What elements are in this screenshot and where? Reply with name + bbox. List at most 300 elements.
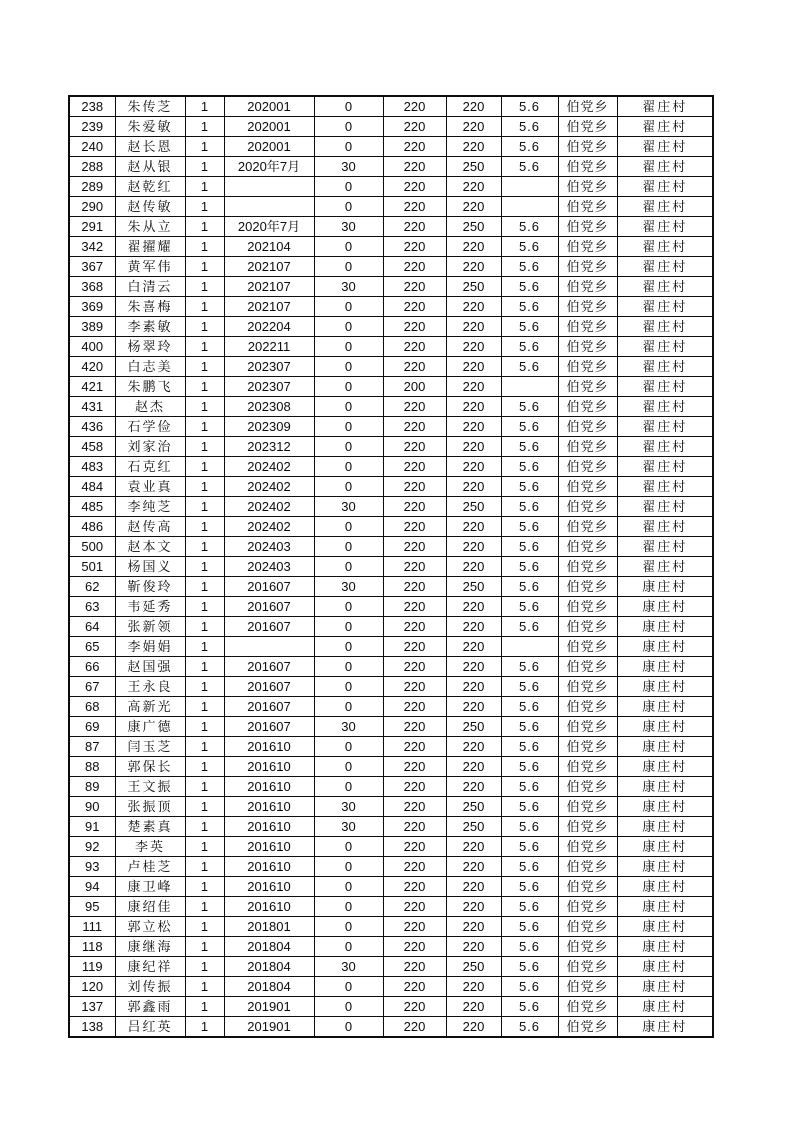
cell-count: 1 [185, 177, 224, 197]
cell-base: 220 [383, 597, 446, 617]
cell-total: 250 [446, 577, 501, 597]
cell-rate: 5.6 [501, 877, 558, 897]
cell-supplement: 0 [314, 997, 383, 1017]
cell-base: 220 [383, 917, 446, 937]
cell-count: 1 [185, 797, 224, 817]
cell-count: 1 [185, 877, 224, 897]
table-row [69, 837, 713, 857]
cell-supplement: 0 [314, 96, 383, 117]
cell-base: 220 [383, 577, 446, 597]
cell-date: 202403 [224, 537, 314, 557]
cell-total: 220 [446, 977, 501, 997]
cell-date: 202307 [224, 357, 314, 377]
cell-date: 202107 [224, 297, 314, 317]
cell-supplement: 0 [314, 317, 383, 337]
cell-township: 伯党乡 [558, 137, 617, 157]
cell-supplement: 0 [314, 937, 383, 957]
cell-rate: 5.6 [501, 657, 558, 677]
cell-serial: 420 [69, 357, 115, 377]
cell-date: 201610 [224, 737, 314, 757]
cell-supplement: 0 [314, 677, 383, 697]
cell-total: 220 [446, 837, 501, 857]
cell-total: 220 [446, 417, 501, 437]
cell-total: 220 [446, 677, 501, 697]
cell-village: 康庄村 [617, 877, 713, 897]
cell-count: 1 [185, 357, 224, 377]
cell-date: 201607 [224, 677, 314, 697]
cell-rate: 5.6 [501, 577, 558, 597]
cell-date: 202104 [224, 237, 314, 257]
cell-base: 220 [383, 977, 446, 997]
cell-name: 朱喜梅 [115, 297, 185, 317]
table-row [69, 277, 713, 297]
cell-supplement: 0 [314, 637, 383, 657]
cell-name: 杨翠玲 [115, 337, 185, 357]
cell-base: 220 [383, 257, 446, 277]
cell-base: 220 [383, 437, 446, 457]
cell-township: 伯党乡 [558, 577, 617, 597]
cell-township: 伯党乡 [558, 357, 617, 377]
cell-supplement: 0 [314, 417, 383, 437]
cell-village: 翟庄村 [617, 357, 713, 377]
cell-serial: 436 [69, 417, 115, 437]
cell-serial: 501 [69, 557, 115, 577]
cell-count: 1 [185, 317, 224, 337]
cell-village: 翟庄村 [617, 157, 713, 177]
table-row [69, 717, 713, 737]
table-row [69, 397, 713, 417]
cell-base: 220 [383, 757, 446, 777]
cell-township: 伯党乡 [558, 517, 617, 537]
cell-total: 250 [446, 817, 501, 837]
cell-base: 220 [383, 997, 446, 1017]
cell-serial: 92 [69, 837, 115, 857]
cell-supplement: 0 [314, 357, 383, 377]
table-row [69, 577, 713, 597]
cell-count: 1 [185, 617, 224, 637]
cell-village: 翟庄村 [617, 137, 713, 157]
cell-count: 1 [185, 537, 224, 557]
cell-village: 康庄村 [617, 897, 713, 917]
cell-name: 赵传高 [115, 517, 185, 537]
cell-township: 伯党乡 [558, 897, 617, 917]
cell-township: 伯党乡 [558, 217, 617, 237]
cell-base: 220 [383, 717, 446, 737]
table-row [69, 137, 713, 157]
cell-township: 伯党乡 [558, 117, 617, 137]
table-row [69, 557, 713, 577]
table-row [69, 997, 713, 1017]
cell-supplement: 0 [314, 397, 383, 417]
table-row [69, 897, 713, 917]
cell-name: 赵从银 [115, 157, 185, 177]
cell-supplement: 0 [314, 1017, 383, 1038]
cell-rate: 5.6 [501, 257, 558, 277]
cell-count: 1 [185, 957, 224, 977]
cell-date: 202402 [224, 497, 314, 517]
cell-supplement: 30 [314, 497, 383, 517]
cell-township: 伯党乡 [558, 717, 617, 737]
cell-village: 康庄村 [617, 937, 713, 957]
cell-serial: 68 [69, 697, 115, 717]
cell-name: 朱从立 [115, 217, 185, 237]
cell-date: 202211 [224, 337, 314, 357]
cell-total: 250 [446, 957, 501, 977]
cell-serial: 62 [69, 577, 115, 597]
cell-serial: 431 [69, 397, 115, 417]
cell-rate [501, 637, 558, 657]
cell-village: 翟庄村 [617, 417, 713, 437]
cell-village: 康庄村 [617, 1017, 713, 1038]
cell-rate: 5.6 [501, 697, 558, 717]
cell-serial: 288 [69, 157, 115, 177]
table-row [69, 597, 713, 617]
cell-serial: 120 [69, 977, 115, 997]
cell-base: 220 [383, 617, 446, 637]
cell-base: 220 [383, 297, 446, 317]
cell-village: 翟庄村 [617, 217, 713, 237]
cell-serial: 67 [69, 677, 115, 697]
cell-township: 伯党乡 [558, 96, 617, 117]
cell-base: 220 [383, 817, 446, 837]
table-row [69, 977, 713, 997]
cell-township: 伯党乡 [558, 277, 617, 297]
records-table [68, 95, 714, 1038]
cell-rate: 5.6 [501, 217, 558, 237]
cell-count: 1 [185, 977, 224, 997]
cell-total: 220 [446, 137, 501, 157]
cell-date: 202308 [224, 397, 314, 417]
table-row [69, 657, 713, 677]
cell-supplement: 0 [314, 697, 383, 717]
cell-township: 伯党乡 [558, 537, 617, 557]
cell-township: 伯党乡 [558, 317, 617, 337]
cell-total: 220 [446, 637, 501, 657]
cell-base: 220 [383, 137, 446, 157]
cell-name: 高新光 [115, 697, 185, 717]
cell-serial: 389 [69, 317, 115, 337]
cell-supplement: 0 [314, 477, 383, 497]
cell-township: 伯党乡 [558, 177, 617, 197]
cell-township: 伯党乡 [558, 817, 617, 837]
cell-name: 朱爱敏 [115, 117, 185, 137]
cell-serial: 64 [69, 617, 115, 637]
cell-village: 翟庄村 [617, 397, 713, 417]
cell-rate: 5.6 [501, 397, 558, 417]
cell-serial: 291 [69, 217, 115, 237]
cell-name: 张振顶 [115, 797, 185, 817]
cell-rate: 5.6 [501, 357, 558, 377]
cell-supplement: 0 [314, 777, 383, 797]
cell-township: 伯党乡 [558, 397, 617, 417]
cell-date: 201607 [224, 617, 314, 637]
table-row [69, 777, 713, 797]
cell-date: 201901 [224, 1017, 314, 1038]
cell-base: 220 [383, 337, 446, 357]
cell-date [224, 177, 314, 197]
cell-rate: 5.6 [501, 437, 558, 457]
cell-supplement: 0 [314, 177, 383, 197]
cell-rate: 5.6 [501, 517, 558, 537]
cell-total: 220 [446, 237, 501, 257]
cell-supplement: 30 [314, 157, 383, 177]
cell-base: 220 [383, 177, 446, 197]
cell-village: 翟庄村 [617, 257, 713, 277]
cell-supplement: 30 [314, 717, 383, 737]
cell-serial: 342 [69, 237, 115, 257]
cell-serial: 238 [69, 96, 115, 117]
cell-rate: 5.6 [501, 597, 558, 617]
cell-total: 250 [446, 797, 501, 817]
cell-date: 202403 [224, 557, 314, 577]
cell-supplement: 0 [314, 617, 383, 637]
cell-township: 伯党乡 [558, 1017, 617, 1038]
cell-township: 伯党乡 [558, 777, 617, 797]
cell-name: 黄军伟 [115, 257, 185, 277]
cell-serial: 239 [69, 117, 115, 137]
cell-date: 202001 [224, 117, 314, 137]
cell-name: 闫玉芝 [115, 737, 185, 757]
cell-supplement: 0 [314, 737, 383, 757]
cell-rate: 5.6 [501, 737, 558, 757]
cell-township: 伯党乡 [558, 957, 617, 977]
cell-supplement: 0 [314, 237, 383, 257]
cell-rate: 5.6 [501, 617, 558, 637]
cell-total: 220 [446, 997, 501, 1017]
cell-rate: 5.6 [501, 317, 558, 337]
cell-township: 伯党乡 [558, 917, 617, 937]
table-row [69, 217, 713, 237]
cell-serial: 94 [69, 877, 115, 897]
table-row [69, 497, 713, 517]
cell-supplement: 30 [314, 957, 383, 977]
cell-base: 220 [383, 197, 446, 217]
cell-name: 赵传敏 [115, 197, 185, 217]
cell-township: 伯党乡 [558, 157, 617, 177]
cell-name: 郭立松 [115, 917, 185, 937]
cell-township: 伯党乡 [558, 237, 617, 257]
cell-supplement: 0 [314, 437, 383, 457]
cell-name: 康绍佳 [115, 897, 185, 917]
cell-supplement: 0 [314, 137, 383, 157]
table-row [69, 917, 713, 937]
cell-supplement: 0 [314, 757, 383, 777]
cell-name: 翟擢耀 [115, 237, 185, 257]
cell-count: 1 [185, 157, 224, 177]
cell-rate: 5.6 [501, 417, 558, 437]
table-row [69, 817, 713, 837]
cell-total: 250 [446, 717, 501, 737]
table-row [69, 117, 713, 137]
cell-serial: 137 [69, 997, 115, 1017]
cell-rate [501, 197, 558, 217]
table-row [69, 617, 713, 637]
cell-count: 1 [185, 497, 224, 517]
cell-township: 伯党乡 [558, 657, 617, 677]
cell-supplement: 0 [314, 917, 383, 937]
cell-serial: 240 [69, 137, 115, 157]
cell-township: 伯党乡 [558, 797, 617, 817]
cell-total: 220 [446, 457, 501, 477]
cell-village: 康庄村 [617, 657, 713, 677]
cell-date: 201804 [224, 977, 314, 997]
cell-village: 康庄村 [617, 817, 713, 837]
cell-total: 250 [446, 497, 501, 517]
cell-date: 202307 [224, 377, 314, 397]
cell-base: 220 [383, 737, 446, 757]
cell-total: 220 [446, 1017, 501, 1038]
cell-count: 1 [185, 817, 224, 837]
cell-township: 伯党乡 [558, 837, 617, 857]
cell-name: 郭鑫雨 [115, 997, 185, 1017]
cell-count: 1 [185, 1017, 224, 1038]
cell-count: 1 [185, 117, 224, 137]
cell-village: 康庄村 [617, 797, 713, 817]
cell-date: 202402 [224, 477, 314, 497]
cell-rate: 5.6 [501, 557, 558, 577]
cell-date [224, 637, 314, 657]
cell-rate [501, 377, 558, 397]
cell-village: 翟庄村 [617, 457, 713, 477]
cell-village: 翟庄村 [617, 517, 713, 537]
cell-count: 1 [185, 96, 224, 117]
cell-rate: 5.6 [501, 96, 558, 117]
cell-serial: 421 [69, 377, 115, 397]
cell-total: 220 [446, 877, 501, 897]
cell-village: 康庄村 [617, 957, 713, 977]
cell-count: 1 [185, 717, 224, 737]
cell-name: 朱传芝 [115, 96, 185, 117]
cell-village: 康庄村 [617, 617, 713, 637]
cell-base: 220 [383, 357, 446, 377]
cell-rate: 5.6 [501, 277, 558, 297]
cell-total: 220 [446, 857, 501, 877]
cell-name: 李素敏 [115, 317, 185, 337]
cell-serial: 95 [69, 897, 115, 917]
cell-rate: 5.6 [501, 717, 558, 737]
cell-township: 伯党乡 [558, 757, 617, 777]
cell-total: 220 [446, 117, 501, 137]
cell-name: 楚素真 [115, 817, 185, 837]
cell-total: 220 [446, 737, 501, 757]
table-row [69, 877, 713, 897]
cell-village: 翟庄村 [617, 337, 713, 357]
cell-date [224, 197, 314, 217]
cell-count: 1 [185, 677, 224, 697]
cell-rate: 5.6 [501, 157, 558, 177]
cell-base: 220 [383, 857, 446, 877]
cell-count: 1 [185, 217, 224, 237]
cell-count: 1 [185, 257, 224, 277]
cell-date: 202001 [224, 137, 314, 157]
cell-rate: 5.6 [501, 817, 558, 837]
cell-base: 220 [383, 797, 446, 817]
cell-village: 翟庄村 [617, 277, 713, 297]
cell-rate: 5.6 [501, 997, 558, 1017]
cell-name: 卢桂芝 [115, 857, 185, 877]
cell-village: 康庄村 [617, 837, 713, 857]
cell-total: 220 [446, 597, 501, 617]
cell-count: 1 [185, 417, 224, 437]
cell-date: 201801 [224, 917, 314, 937]
cell-township: 伯党乡 [558, 977, 617, 997]
cell-supplement: 0 [314, 257, 383, 277]
cell-serial: 63 [69, 597, 115, 617]
cell-base: 220 [383, 277, 446, 297]
cell-supplement: 0 [314, 197, 383, 217]
table-row [69, 197, 713, 217]
cell-village: 康庄村 [617, 697, 713, 717]
cell-supplement: 0 [314, 337, 383, 357]
cell-count: 1 [185, 557, 224, 577]
cell-name: 石克红 [115, 457, 185, 477]
cell-date: 2020年7月 [224, 157, 314, 177]
cell-name: 刘家治 [115, 437, 185, 457]
cell-base: 220 [383, 557, 446, 577]
cell-count: 1 [185, 837, 224, 857]
cell-date: 201607 [224, 657, 314, 677]
cell-village: 翟庄村 [617, 437, 713, 457]
cell-date: 201610 [224, 777, 314, 797]
cell-supplement: 30 [314, 817, 383, 837]
cell-name: 赵长恩 [115, 137, 185, 157]
cell-serial: 483 [69, 457, 115, 477]
cell-supplement: 0 [314, 857, 383, 877]
cell-base: 220 [383, 877, 446, 897]
cell-count: 1 [185, 477, 224, 497]
cell-total: 220 [446, 297, 501, 317]
cell-township: 伯党乡 [558, 597, 617, 617]
cell-count: 1 [185, 237, 224, 257]
cell-township: 伯党乡 [558, 437, 617, 457]
cell-rate: 5.6 [501, 857, 558, 877]
cell-name: 李纯芝 [115, 497, 185, 517]
cell-count: 1 [185, 757, 224, 777]
cell-supplement: 0 [314, 517, 383, 537]
cell-village: 康庄村 [617, 577, 713, 597]
cell-township: 伯党乡 [558, 497, 617, 517]
table-row [69, 637, 713, 657]
cell-supplement: 30 [314, 577, 383, 597]
cell-village: 康庄村 [617, 857, 713, 877]
cell-supplement: 0 [314, 297, 383, 317]
cell-rate: 5.6 [501, 537, 558, 557]
cell-count: 1 [185, 917, 224, 937]
cell-count: 1 [185, 577, 224, 597]
cell-rate: 5.6 [501, 837, 558, 857]
cell-township: 伯党乡 [558, 937, 617, 957]
cell-base: 220 [383, 657, 446, 677]
table-row [69, 1017, 713, 1038]
cell-village: 翟庄村 [617, 537, 713, 557]
cell-rate: 5.6 [501, 477, 558, 497]
cell-count: 1 [185, 437, 224, 457]
cell-serial: 458 [69, 437, 115, 457]
table-row [69, 257, 713, 277]
cell-count: 1 [185, 897, 224, 917]
cell-date: 201610 [224, 897, 314, 917]
table-row [69, 377, 713, 397]
cell-township: 伯党乡 [558, 697, 617, 717]
cell-total: 220 [446, 777, 501, 797]
cell-village: 翟庄村 [617, 177, 713, 197]
cell-name: 康纪祥 [115, 957, 185, 977]
cell-base: 220 [383, 637, 446, 657]
cell-village: 翟庄村 [617, 297, 713, 317]
cell-supplement: 30 [314, 277, 383, 297]
table-row [69, 797, 713, 817]
cell-count: 1 [185, 857, 224, 877]
